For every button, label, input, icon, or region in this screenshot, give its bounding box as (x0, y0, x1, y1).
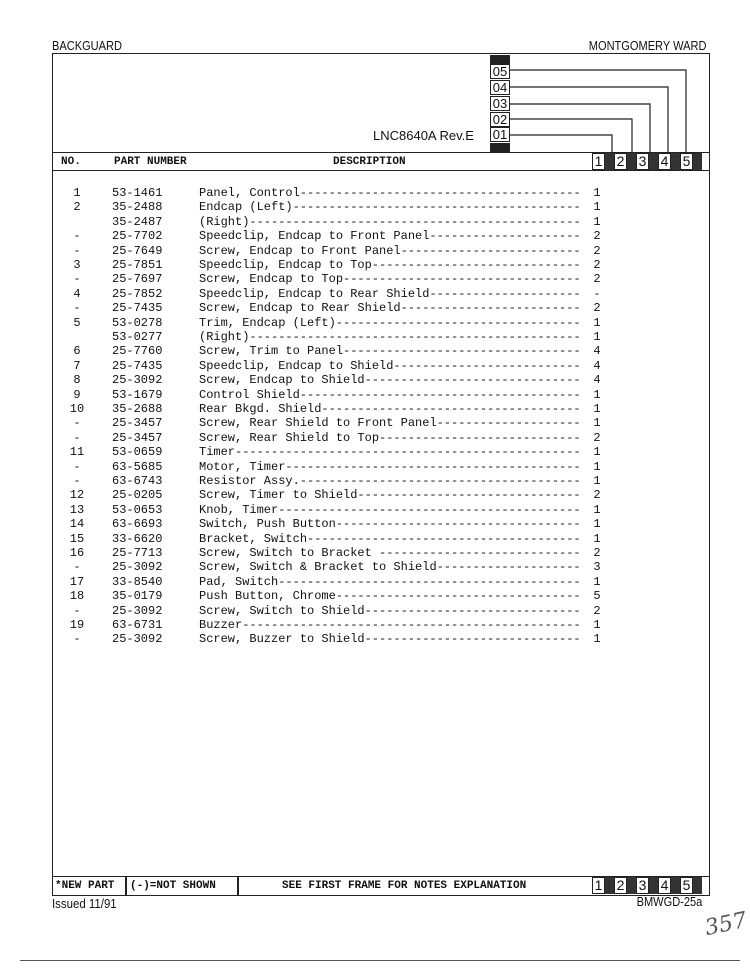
item-number: 6 (73, 344, 81, 359)
qty-column-2: 2 (614, 153, 627, 170)
item-number: - (73, 416, 81, 431)
part-number: 25-7435 (112, 301, 163, 316)
part-description: Knob, Timer (199, 502, 279, 517)
footer-divider (237, 877, 239, 896)
item-number: 5 (73, 315, 81, 330)
quantity: 1 (593, 387, 601, 402)
quantity: 2 (593, 488, 601, 503)
leader-dashes: --------------------------------- (343, 344, 581, 359)
leader-dashes: -------------------------------------- (307, 531, 581, 546)
item-number: 12 (69, 488, 85, 503)
quantity: 1 (593, 186, 601, 200)
quantity: 2 (593, 272, 601, 287)
part-number: 35-2488 (112, 200, 163, 215)
part-number: 25-7851 (112, 258, 163, 272)
section-title: BACKGUARD (52, 38, 123, 53)
qty-column-2: 2 (614, 877, 627, 894)
item-number: 10 (69, 402, 85, 416)
part-number: 35-0179 (112, 589, 163, 604)
quantity: 2 (593, 603, 601, 618)
revision-box: 01 (490, 127, 510, 142)
quantity: 1 (593, 445, 601, 460)
leader-dashes: --------------------------------------- (299, 474, 581, 488)
part-number: 25-3092 (112, 632, 163, 647)
part-description: Speedclip, Endcap to Front Panel (199, 229, 430, 244)
part-description: Panel, Control (199, 186, 300, 200)
not-shown-legend: (-)=NOT SHOWN (130, 880, 216, 892)
issued-date: Issued 11/91 (52, 896, 117, 911)
part-description: (Right) (199, 214, 250, 229)
quantity: 2 (593, 258, 601, 272)
quantity: 1 (593, 330, 601, 344)
leader-dashes: --------------------------------- (343, 272, 581, 287)
part-description: Control Shield (199, 387, 300, 402)
part-description: Timer (199, 445, 236, 460)
part-number: 25-3457 (112, 416, 163, 431)
part-number: 25-7435 (112, 358, 163, 373)
qty-column-3: 3 (636, 877, 649, 894)
part-description: Screw, Endcap to Shield (199, 373, 365, 388)
qty-column-fill (693, 153, 702, 170)
part-description: Screw, Switch & Bracket to Shield (199, 560, 437, 575)
item-number: 4 (73, 286, 81, 301)
qty-column-fill (605, 153, 614, 170)
part-description: Screw, Buzzer to Shield (199, 632, 365, 647)
quantity: 2 (593, 243, 601, 258)
qty-column-fill (649, 153, 658, 170)
item-number: 18 (69, 589, 85, 604)
leader-dashes: -------------------------- (393, 358, 581, 373)
part-number: 25-7649 (112, 243, 163, 258)
item-number: 17 (69, 574, 85, 589)
part-description: Screw, Timer to Shield (199, 488, 358, 503)
qty-column-4: 4 (658, 877, 671, 894)
qty-column-fill (671, 153, 680, 170)
qty-column-4: 4 (658, 153, 671, 170)
brand-name: MONTGOMERY WARD (588, 38, 706, 53)
part-number: 53-0653 (112, 502, 163, 517)
leader-dashes: ---------------------------------- (335, 517, 581, 532)
item-number: 19 (69, 618, 85, 632)
item-number: 1 (73, 186, 81, 200)
footer-divider (125, 877, 127, 896)
part-description: Endcap (Left) (199, 200, 293, 215)
leader-dashes: ------------------------- (400, 243, 581, 258)
item-number: 15 (69, 531, 85, 546)
quantity: 1 (593, 402, 601, 416)
part-number: 53-1679 (112, 387, 163, 402)
item-number: 11 (69, 445, 85, 460)
quantity: 1 (593, 200, 601, 215)
part-number: 33-6620 (112, 531, 163, 546)
part-number: 63-6731 (112, 618, 163, 632)
part-description: Screw, Switch to Shield (199, 603, 365, 618)
part-number: 25-7702 (112, 229, 163, 244)
col-description: DESCRIPTION (333, 156, 406, 168)
quantity: 2 (593, 301, 601, 316)
quantity: 2 (593, 229, 601, 244)
part-description: Buzzer (199, 618, 243, 632)
leader-dashes: --------------------- (429, 286, 581, 301)
quantity: 4 (593, 344, 601, 359)
part-description: Speedclip, Endcap to Shield (199, 358, 394, 373)
quantity: 2 (593, 430, 601, 445)
document-id: BMWGD-25a (636, 894, 702, 909)
col-part-number: PART NUMBER (114, 156, 187, 168)
quantity: 1 (593, 315, 601, 330)
leader-dashes: ------------------------------------ (321, 402, 581, 416)
part-description: Trim, Endcap (Left) (199, 315, 336, 330)
part-description: Speedclip, Endcap to Rear Shield (199, 286, 430, 301)
leader-dashes: ----------------------------------------------- (242, 618, 581, 632)
part-number: 53-0278 (112, 315, 163, 330)
revision-box: 05 (490, 64, 510, 79)
leader-dashes: --------------------- (429, 229, 581, 244)
item-number: 9 (73, 387, 81, 402)
part-number: 25-0205 (112, 488, 163, 503)
quantity: 1 (593, 618, 601, 632)
part-description: Screw, Trim to Panel (199, 344, 344, 359)
leader-dashes: ---------------------------- (379, 430, 581, 445)
leader-dashes: ------------------------------------------ (278, 502, 581, 517)
quantity: 1 (593, 459, 601, 474)
part-number: 25-3457 (112, 430, 163, 445)
leader-dashes: ------------------------------ (364, 373, 581, 388)
item-number: - (73, 474, 81, 488)
revision-connector-lines (0, 0, 750, 170)
item-number: - (73, 603, 81, 618)
part-description: Resistor Assy. (199, 474, 300, 488)
part-description: Pad, Switch (199, 574, 279, 589)
quantity: - (593, 286, 601, 301)
revision-box: 03 (490, 96, 510, 111)
quantity: 1 (593, 574, 601, 589)
quantity: 2 (593, 546, 601, 560)
part-description: Screw, Switch to Bracket (199, 546, 380, 560)
part-number: 35-2688 (112, 402, 163, 416)
quantity: 1 (593, 517, 601, 532)
item-number: 14 (69, 517, 85, 532)
leader-dashes: --------------------------------------- (299, 387, 581, 402)
leader-dashes: --------------------------------------- (299, 186, 581, 200)
part-description: Screw, Rear Shield to Top (199, 430, 380, 445)
leader-dashes: ---------------------------- (379, 546, 581, 560)
part-number: 25-7852 (112, 286, 163, 301)
leader-dashes: ---------------------------------------- (292, 200, 581, 215)
quantity: 1 (593, 474, 601, 488)
leader-dashes: ------------------------------------------------ (235, 445, 581, 460)
qty-column-fill (671, 877, 680, 894)
part-number: 53-1461 (112, 186, 163, 200)
part-description: Bracket, Switch (199, 531, 308, 546)
part-description: Screw, Endcap to Rear Shield (199, 301, 401, 316)
item-number: - (73, 229, 81, 244)
leader-dashes: ------------------------------ (364, 632, 581, 647)
quantity: 4 (593, 373, 601, 388)
item-number: - (73, 243, 81, 258)
part-number: 25-3092 (112, 560, 163, 575)
part-number: 35-2487 (112, 214, 163, 229)
qty-column-3: 3 (636, 153, 649, 170)
item-number: 2 (73, 200, 81, 215)
part-description: Screw, Endcap to Front Panel (199, 243, 401, 258)
quantity: 5 (593, 589, 601, 604)
part-number: 25-7697 (112, 272, 163, 287)
qty-column-5: 5 (680, 153, 693, 170)
page-bottom-line (20, 960, 740, 961)
leader-dashes: ------------------------------------------ (278, 574, 581, 589)
handwritten-mark: 357 (702, 907, 750, 942)
qty-column-fill (627, 153, 636, 170)
qty-column-fill (627, 877, 636, 894)
part-description: Screw, Rear Shield to Front Panel (199, 416, 437, 431)
part-description: Switch, Push Button (199, 517, 336, 532)
item-number: - (73, 459, 81, 474)
item-number: - (73, 632, 81, 647)
quantity: 1 (593, 531, 601, 546)
qty-column-1: 1 (592, 153, 605, 170)
part-number: 25-3092 (112, 603, 163, 618)
leader-dashes: ---------------------------------------------- (249, 330, 581, 344)
col-no: NO. (61, 156, 81, 168)
item-number: 7 (73, 358, 81, 373)
item-number: - (73, 560, 81, 575)
leader-dashes: ---------------------------------- (335, 315, 581, 330)
quantity: 1 (593, 416, 601, 431)
part-number: 53-0659 (112, 445, 163, 460)
item-number: 3 (73, 258, 81, 272)
part-description: (Right) (199, 330, 250, 344)
part-number: 63-5685 (112, 459, 163, 474)
part-number: 63-6693 (112, 517, 163, 532)
part-description: Rear Bkgd. Shield (199, 402, 322, 416)
item-number: 13 (69, 502, 85, 517)
leader-dashes: ------------------------------- (357, 488, 581, 503)
leader-dashes: ----------------------------- (371, 258, 581, 272)
new-part-legend: *NEW PART (55, 880, 115, 892)
notes-explanation: SEE FIRST FRAME FOR NOTES EXPLANATION (282, 880, 527, 892)
quantity: 1 (593, 632, 601, 647)
quantity: 1 (593, 214, 601, 229)
quantity: 3 (593, 560, 601, 575)
leader-dashes: ------------------------------ (364, 603, 581, 618)
part-number: 25-7760 (112, 344, 163, 359)
part-number: 63-6743 (112, 474, 163, 488)
item-number: 16 (69, 546, 85, 560)
quantity: 4 (593, 358, 601, 373)
leader-dashes: ---------------------------------------------- (249, 214, 581, 229)
leader-dashes: ------------------------- (400, 301, 581, 316)
leader-dashes: ---------------------------------- (335, 589, 581, 604)
item-number: - (73, 430, 81, 445)
part-number: 25-7713 (112, 546, 163, 560)
qty-column-fill (649, 877, 658, 894)
part-number: 25-3092 (112, 373, 163, 388)
part-description: Push Button, Chrome (199, 589, 336, 604)
revision-box: 02 (490, 112, 510, 127)
part-description: Speedclip, Endcap to Top (199, 258, 372, 272)
part-number: 33-8540 (112, 574, 163, 589)
part-description: Motor, Timer (199, 459, 286, 474)
leader-dashes: -------------------- (436, 416, 581, 431)
item-number: 8 (73, 373, 81, 388)
qty-column-fill (605, 877, 614, 894)
item-number: - (73, 301, 81, 316)
part-number: 53-0277 (112, 330, 163, 344)
part-description: Screw, Endcap to Top (199, 272, 344, 287)
quantity: 1 (593, 502, 601, 517)
leader-dashes: ----------------------------------------- (285, 459, 581, 474)
qty-column-fill (693, 877, 702, 894)
qty-column-5: 5 (680, 877, 693, 894)
item-number: - (73, 272, 81, 287)
leader-dashes: -------------------- (436, 560, 581, 575)
qty-column-1: 1 (592, 877, 605, 894)
revision-box: 04 (490, 80, 510, 95)
model-revision-label: LNC8640A Rev.E (373, 128, 474, 143)
